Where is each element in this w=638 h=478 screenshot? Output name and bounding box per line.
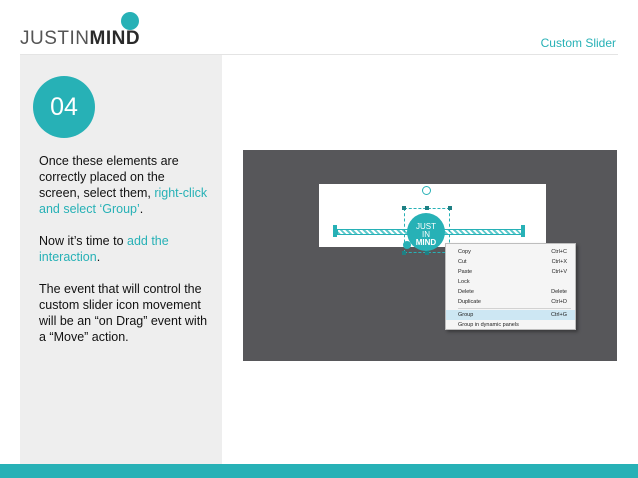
paragraph-interaction: Now it’s time to add the interaction. bbox=[39, 234, 169, 264]
menu-item-lock[interactable]: Lock bbox=[458, 279, 470, 285]
selection-handle bbox=[402, 206, 406, 210]
step-number-badge: 04 bbox=[33, 76, 95, 138]
slider-canvas bbox=[319, 184, 546, 247]
editor-screenshot bbox=[243, 150, 617, 361]
footer-bar bbox=[0, 464, 638, 478]
selection-handle bbox=[402, 251, 406, 255]
small-circle bbox=[403, 241, 411, 249]
highlight-group: right-click and select ‘Group’ bbox=[39, 186, 208, 216]
logo-wordmark: JUSTINMIND bbox=[20, 28, 141, 49]
menu-item-copy[interactable]: Copy Ctrl+C bbox=[458, 249, 567, 255]
track-right-cap bbox=[521, 225, 525, 237]
menu-item-delete[interactable]: Delete Delete bbox=[458, 289, 567, 295]
menu-item-group-dynamic-panels[interactable]: Group in dynamic panels bbox=[458, 322, 519, 328]
selection-handle bbox=[448, 206, 452, 210]
justinmind-logo bbox=[20, 12, 150, 48]
menu-item-group[interactable]: Group Ctrl+G bbox=[446, 310, 575, 320]
menu-item-cut[interactable]: Cut Ctrl+X bbox=[458, 259, 567, 265]
page-title: Custom Slider bbox=[540, 36, 616, 50]
paragraph-event: The event that will control the custom slider icon movement will be an “on Drag” event with a “Move” action. bbox=[39, 282, 208, 344]
menu-separator bbox=[458, 308, 571, 309]
selection-handle bbox=[425, 206, 429, 210]
rotate-icon bbox=[422, 186, 431, 195]
highlight-interaction: add the interaction bbox=[39, 234, 169, 264]
selection-handle bbox=[425, 251, 429, 255]
context-menu bbox=[445, 243, 576, 330]
paragraph-select-group: Once these elements are correctly placed on the screen, select them, right-click and select ‘Group’. bbox=[39, 154, 208, 216]
slider-handle-icon: JUST IN MIND bbox=[407, 213, 445, 251]
menu-item-duplicate[interactable]: Duplicate Ctrl+D bbox=[458, 299, 567, 305]
menu-item-paste[interactable]: Paste Ctrl+V bbox=[458, 269, 567, 275]
instruction-text bbox=[39, 153, 209, 361]
